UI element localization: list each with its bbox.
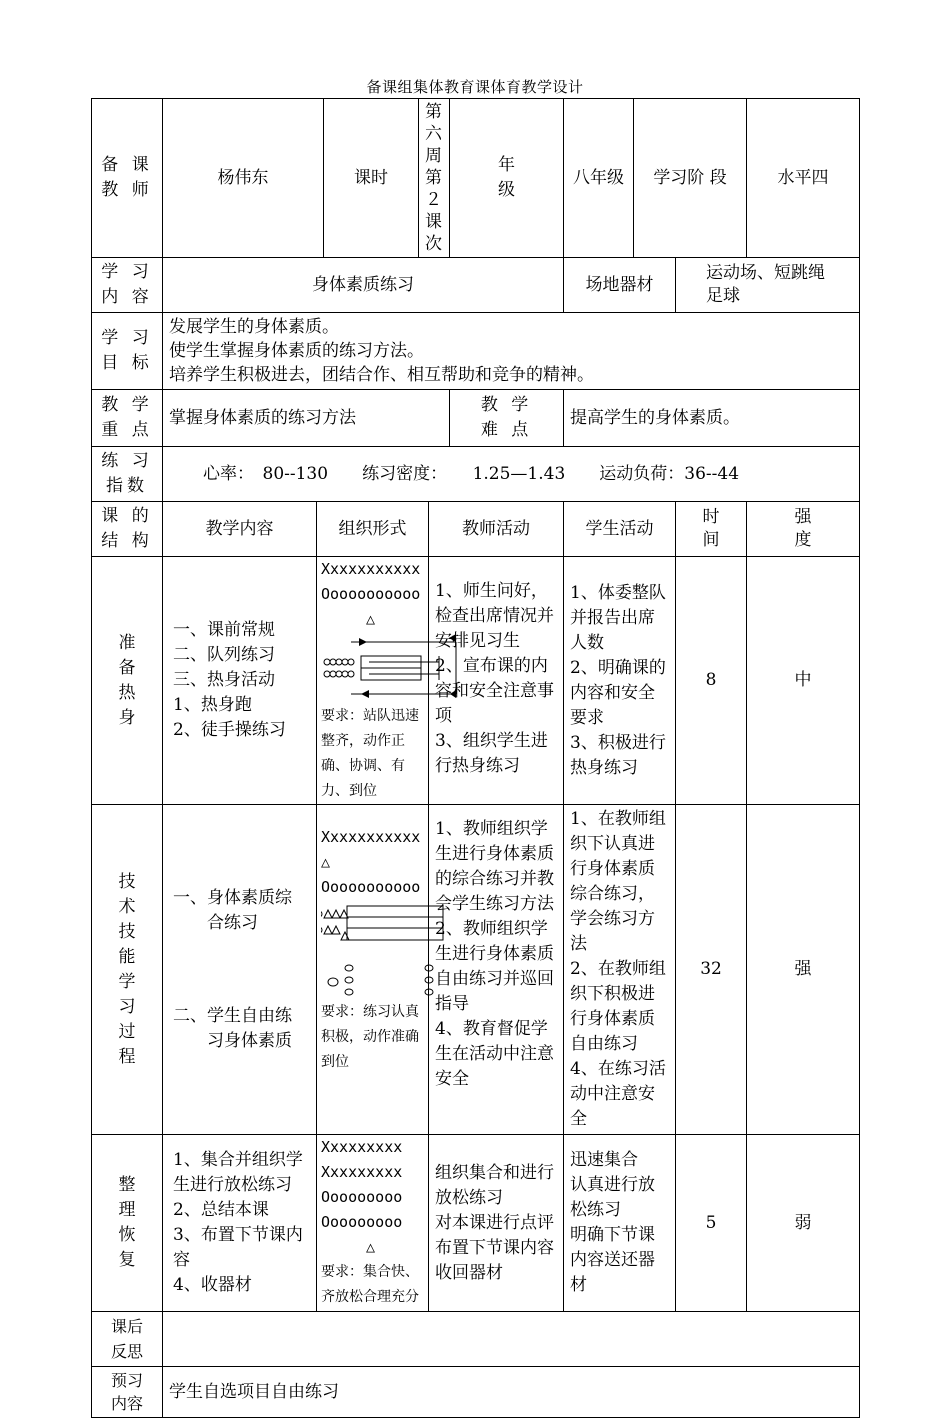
structure-label: 课 的 结 构 bbox=[92, 502, 163, 557]
organization-diagram: Xxxxxxxxxxx Ooooooooooo △ 要求：站队迅速整齐，动作正确、协调、有力、到位 bbox=[317, 557, 429, 805]
student-column-header: 学生活动 bbox=[564, 502, 676, 557]
organization-diagram: Xxxxxxxxxxx △ Ooooooooooo 要求：练习认真积极，动作准确到位 bbox=[317, 805, 429, 1135]
index-row bbox=[92, 447, 860, 502]
stage-label: 学习阶 段 bbox=[634, 99, 747, 258]
index-label: 练 习 指数 bbox=[92, 447, 163, 502]
stage-value: 水平四 bbox=[747, 99, 860, 258]
grade-value: 八年级 bbox=[564, 99, 634, 258]
section-name: 技 术 技 能 学 习 过 程 bbox=[92, 805, 163, 1135]
lesson-plan-table bbox=[91, 98, 860, 1418]
key-point-label: 教 学 重 点 bbox=[92, 390, 163, 447]
intensity-value: 强 bbox=[747, 805, 860, 1135]
header-row bbox=[92, 99, 860, 258]
venue-value: 运动场、短跳绳 足球 bbox=[676, 258, 860, 313]
student-activity: 1、在教师组织下认真进行身体素质综合练习，学会练习方法 2、在教师组织下积极进行身体素质自由练习 4、在练习活动中注意安全 bbox=[564, 805, 676, 1135]
section-content: 一、课前常规 二、队列练习 三、热身活动 1、热身跑 2、徒手操练习 bbox=[163, 557, 317, 805]
time-column-header: 时 间 bbox=[676, 502, 747, 557]
preview-row bbox=[92, 1367, 860, 1418]
goal-item: 发展学生的身体素质。 bbox=[169, 317, 339, 337]
period-label: 课时 bbox=[324, 99, 419, 258]
section-warmup-row bbox=[92, 557, 860, 805]
key-point-value: 掌握身体素质的练习方法 bbox=[163, 390, 450, 447]
content-column-header: 教学内容 bbox=[163, 502, 317, 557]
difficulty-value: 提高学生的身体素质。 bbox=[564, 390, 860, 447]
document-title: 备课组集体教育课体育教学设计 bbox=[366, 78, 584, 96]
time-value: 8 bbox=[676, 557, 747, 805]
section-content: 1、集合并组织学生进行放松练习 2、总结本课 3、布置下节课内容 4、收器材 bbox=[163, 1135, 317, 1312]
difficulty-label: 教 学 难 点 bbox=[450, 390, 564, 447]
reflection-value bbox=[163, 1312, 860, 1367]
goals-label: 学 习 目 标 bbox=[92, 313, 163, 390]
goal-item: 培养学生积极进去，团结合作、相互帮助和竞争的精神。 bbox=[169, 365, 594, 385]
teacher-column-header: 教师活动 bbox=[429, 502, 564, 557]
content-label: 学 习 内 容 bbox=[92, 258, 163, 313]
intensity-column-header: 强 度 bbox=[747, 502, 860, 557]
student-activity: 1、体委整队并报告出席人数 2、明确课的内容和安全要求 3、积极进行热身练习 bbox=[564, 557, 676, 805]
teacher-name: 杨伟东 bbox=[163, 99, 324, 258]
student-activity: 迅速集合 认真进行放松练习 明确下节课内容送还器材 bbox=[564, 1135, 676, 1312]
section-name: 准 备 热 身 bbox=[92, 557, 163, 805]
preview-label: 预习 内容 bbox=[92, 1367, 163, 1418]
grade-label: 年 级 bbox=[450, 99, 564, 258]
organization-diagram: Xxxxxxxxx Xxxxxxxxx Ooooooooo Ooooooooo △ 要求：集合快、齐放松合理充分 bbox=[317, 1135, 429, 1312]
reflection-label: 课后 反思 bbox=[92, 1312, 163, 1367]
index-value: 心率： 80--130 练习密度： 1.25—1.43 运动负荷：36--44 bbox=[163, 447, 860, 502]
org-column-header: 组织形式 bbox=[317, 502, 429, 557]
teacher-activity: 1、师生问好，检查出席情况并安排见习生 2、宣布课的内容和安全注意事项 3、组织学生进行热身练习 bbox=[429, 557, 564, 805]
key-points-row bbox=[92, 390, 860, 447]
intensity-value: 中 bbox=[747, 557, 860, 805]
teacher-activity: 1、教师组织学生进行身体素质的综合练习并教会学生练习方法 2、教师组织学生进行身体素质自由练习并巡回指导 4、教育督促学生在活动中注意安全 bbox=[429, 805, 564, 1135]
venue-label: 场地器材 bbox=[564, 258, 676, 313]
time-value: 32 bbox=[676, 805, 747, 1135]
section-cooldown-row bbox=[92, 1135, 860, 1312]
section-skills-row bbox=[92, 805, 860, 1135]
goals-list bbox=[163, 313, 860, 390]
reflection-row bbox=[92, 1312, 860, 1367]
goal-item: 使学生掌握身体素质的练习方法。 bbox=[169, 341, 424, 361]
teacher-label: 备 课 教 师 bbox=[92, 99, 163, 258]
preview-value: 学生自选项目自由练习 bbox=[163, 1367, 860, 1418]
teacher-activity: 组织集合和进行放松练习 对本课进行点评布置下节课内容收回器材 bbox=[429, 1135, 564, 1312]
period-value: 第六周 第２课次 bbox=[419, 99, 450, 258]
section-name: 整 理 恢 复 bbox=[92, 1135, 163, 1312]
section-content: 一、身体素质综 合练习 二、学生自由练 习身体素质 bbox=[163, 805, 317, 1135]
intensity-value: 弱 bbox=[747, 1135, 860, 1312]
goals-row bbox=[92, 313, 860, 390]
structure-header-row bbox=[92, 502, 860, 557]
content-row bbox=[92, 258, 860, 313]
content-value: 身体素质练习 bbox=[163, 258, 564, 313]
time-value: 5 bbox=[676, 1135, 747, 1312]
